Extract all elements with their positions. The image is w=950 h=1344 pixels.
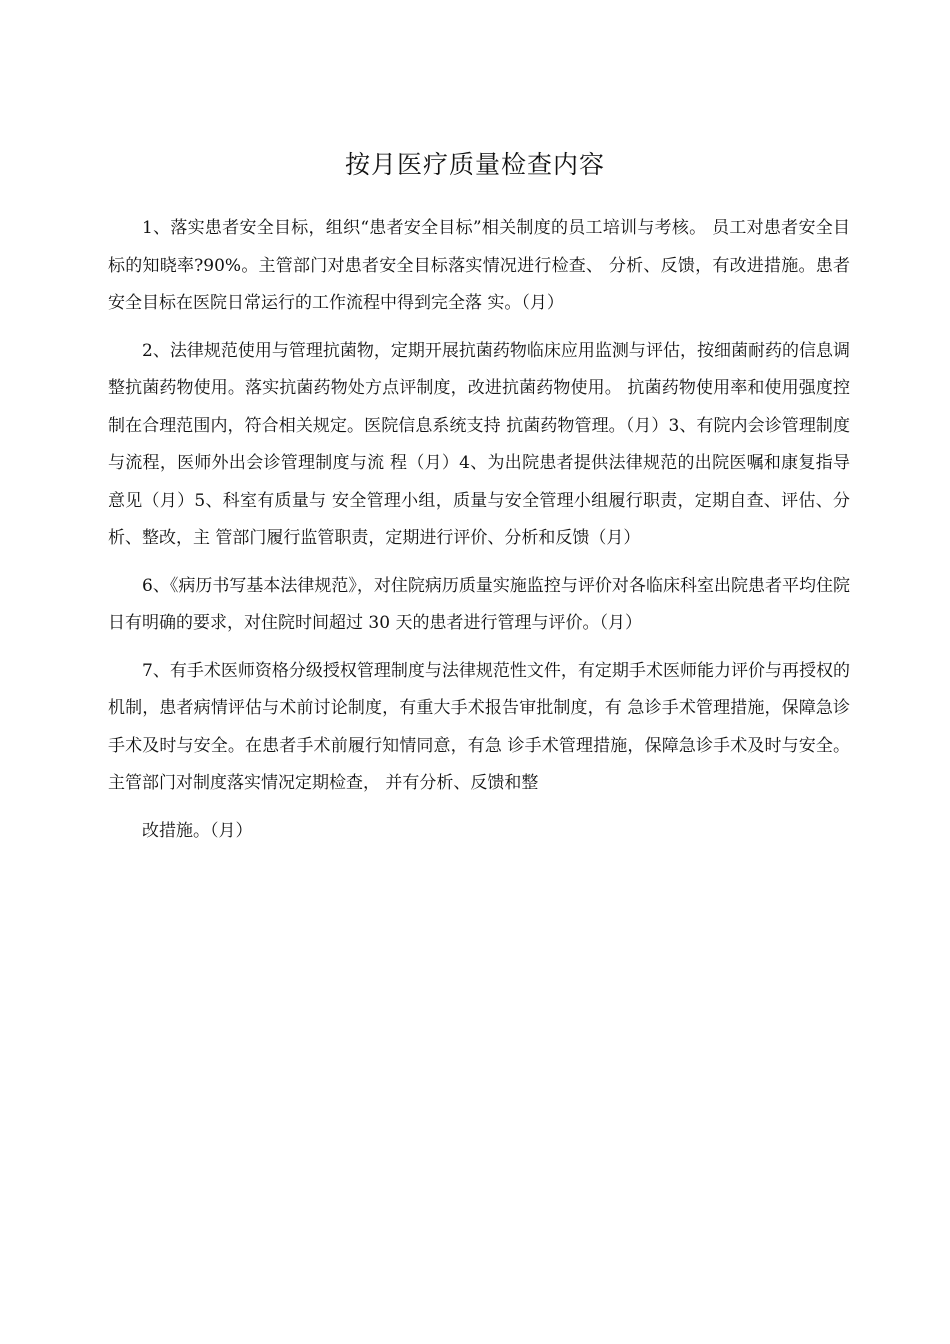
- document-body: [108, 210, 850, 860]
- document-title: 按月医疗质量检查内容: [344, 150, 605, 179]
- paragraph-1: 1、落实患者安全目标，组织“患者安全目标”相关制度的员工培训与考核。 员工对患者安全目标的知晓率?90%。主管部门对患者安全目标落实情况进行检查、 分析、反馈，有改进措施。患者安全目标在医院日常运行的工作流程中得到完全落 实。（月）: [108, 218, 850, 313]
- paragraph-7: 7、有手术医师资格分级授权管理制度与法律规范性文件，有定期手术医师能力评价与再授权的机制，患者病情评估与术前讨论制度，有重大手术报告审批制度，有 急诊手术管理措施，保障急诊手术及时与安全。在患者手术前履行知情同意，有急 诊手术管理措施，保障急诊手术及时与安全。主管部门对制度落实情况定期检查， 并有分析、反馈和整: [108, 660, 850, 793]
- paragraph-6: 6、《病历书写基本法律规范》，对住院病历质量实施监控与评价对各临床科室出院患者平均住院日有明确的要求，对住院时间超过 30 天的患者进行管理与评价。（月）: [108, 575, 850, 633]
- paragraph-2: 2、法律规范使用与管理抗菌物，定期开展抗菌药物临床应用监测与评估，按细菌耐药的信息调整抗菌药物使用。落实抗菌药物处方点评制度，改进抗菌药物使用。 抗菌药物使用率和使用强度控制在合理范围内，符合相关规定。医院信息系统支持 抗菌药物管理。（月）3、有院内会诊管理制度与流程，医师外出会诊管理制度与流 程（月）4、为出院患者提供法律规范的出院医嘱和康复指导意见（月）5、科室有质量与 安全管理小组，质量与安全管理小组履行职责，定期自查、评估、分析、整改，主 管部门履行监管职责，定期进行评价、分析和反馈（月）: [108, 340, 850, 548]
- paragraph-7-continuation: 改措施。（月）: [142, 820, 253, 841]
